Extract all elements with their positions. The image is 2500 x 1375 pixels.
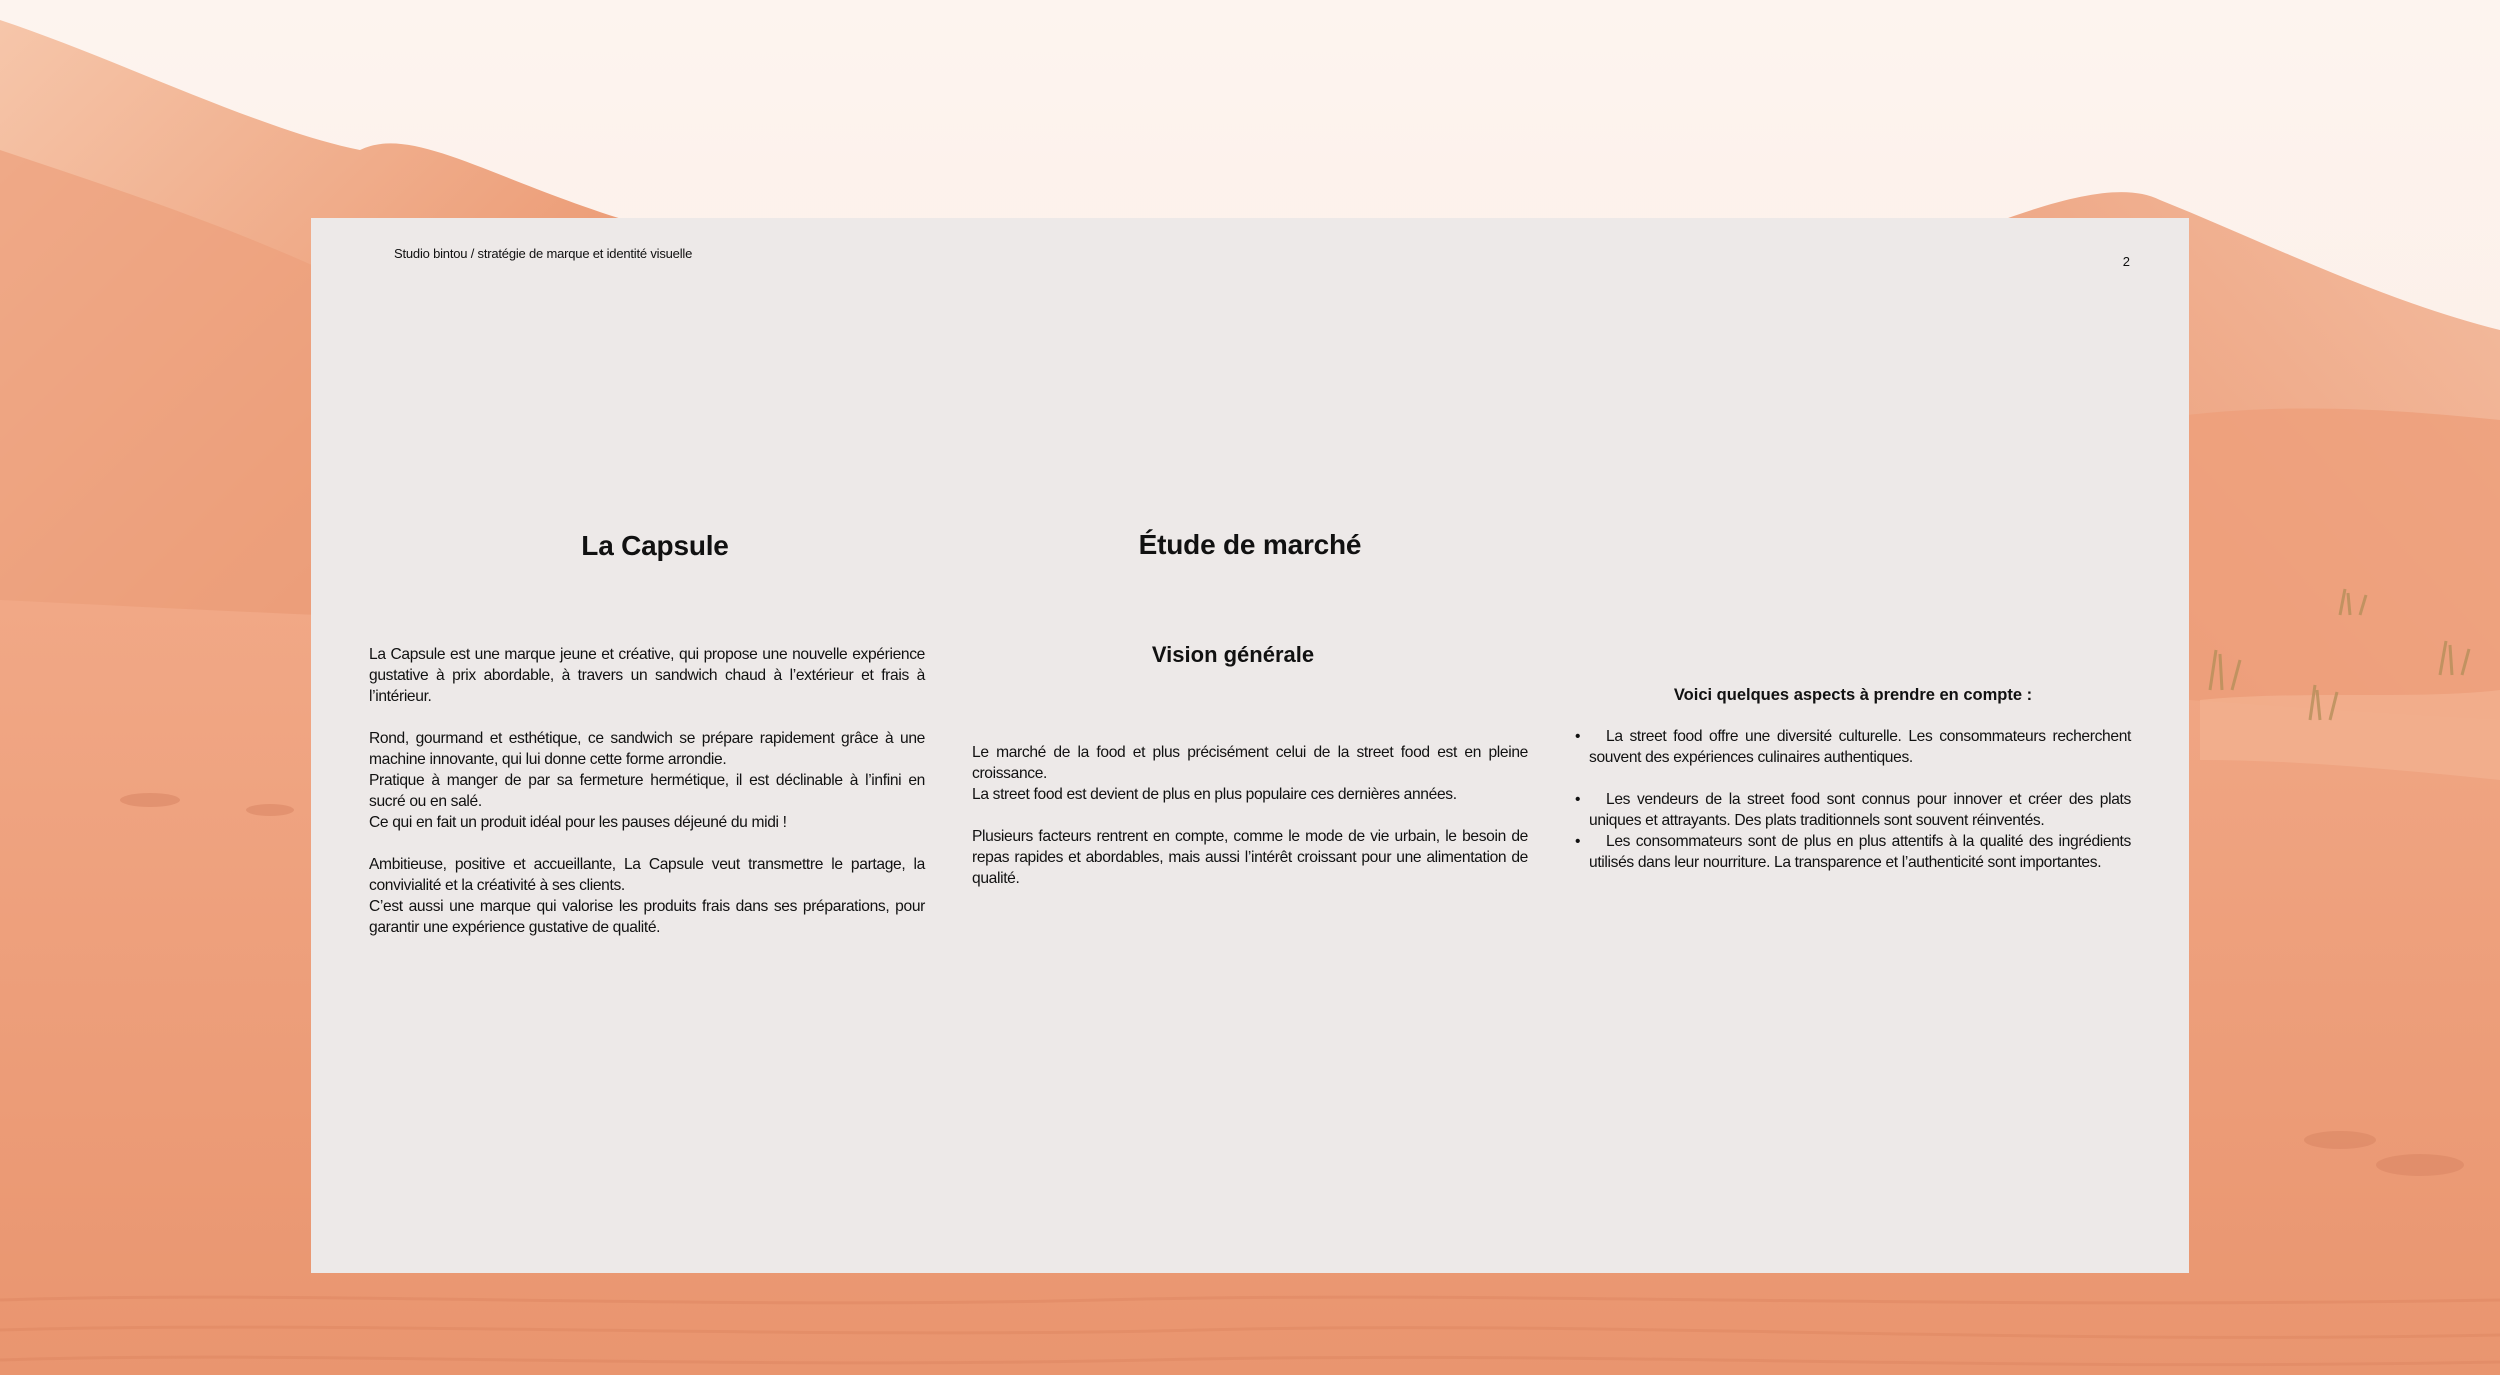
paragraph: Ce qui en fait un produit idéal pour les pauses déjeuné du midi ! bbox=[369, 814, 787, 831]
list-item: • Les vendeurs de la street food sont connus pour innover et créer des plats uniques et attrayants. Des plats traditionnels sont souvent réinventés. bbox=[1575, 791, 2131, 829]
paragraph: Ambitieuse, positive et accueillante, La Capsule veut transmettre le partage, la convivialité et la créativité à ses clients. bbox=[369, 856, 925, 894]
document-header: Studio bintou / stratégie de marque et identité visuelle bbox=[394, 246, 693, 261]
page-number: 2 bbox=[2122, 254, 2130, 269]
bullet-icon: • bbox=[1575, 791, 1581, 808]
aspects-list bbox=[1575, 726, 2131, 873]
paragraph: Rond, gourmand et esthétique, ce sandwich se prépare rapidement grâce à une machine innovante, qui lui donne cette forme arrondie. bbox=[369, 730, 925, 768]
paragraph: Plusieurs facteurs rentrent en compte, comme le mode de vie urbain, le besoin de repas rapides et abordables, mais aussi l’intérêt croissant pour une alimentation de qualité. bbox=[972, 828, 1528, 887]
paragraph: C’est aussi une marque qui valorise les produits frais dans ses préparations, pour garantir une expérience gustative de qualité. bbox=[369, 898, 925, 936]
paragraph: La Capsule est une marque jeune et créative, qui propose une nouvelle expérience gustative à prix abordable, à travers un sandwich chaud à l’extérieur et frais à l’intérieur. bbox=[369, 646, 925, 705]
bullet-icon: • bbox=[1575, 728, 1581, 745]
list-item: • La street food offre une diversité culturelle. Les consommateurs recherchent souvent des expériences culinaires authentiques. bbox=[1575, 728, 2131, 766]
bullet-icon: • bbox=[1575, 833, 1581, 850]
market-overview bbox=[972, 742, 1528, 889]
document-page bbox=[311, 218, 2189, 1273]
section-subtitle: Vision générale bbox=[1151, 642, 1315, 667]
section-title: Étude de marché bbox=[1138, 529, 1362, 560]
paragraph: La street food est devient de plus en plus populaire ces dernières années. bbox=[972, 786, 1457, 803]
paragraph: Pratique à manger de par sa fermeture hermétique, il est déclinable à l’infini en sucré ou en salé. bbox=[369, 772, 925, 810]
aspects-heading: Voici quelques aspects à prendre en compte : bbox=[1673, 686, 2033, 704]
paragraph: Le marché de la food et plus précisément celui de la street food est en pleine croissance. bbox=[972, 744, 1528, 782]
brand-description bbox=[369, 644, 925, 938]
list-item: • Les consommateurs sont de plus en plus attentifs à la qualité des ingrédients utilisés dans leur nourriture. La transparence et l’authenticité sont importantes. bbox=[1575, 833, 2131, 871]
section-title: La Capsule bbox=[581, 530, 729, 561]
